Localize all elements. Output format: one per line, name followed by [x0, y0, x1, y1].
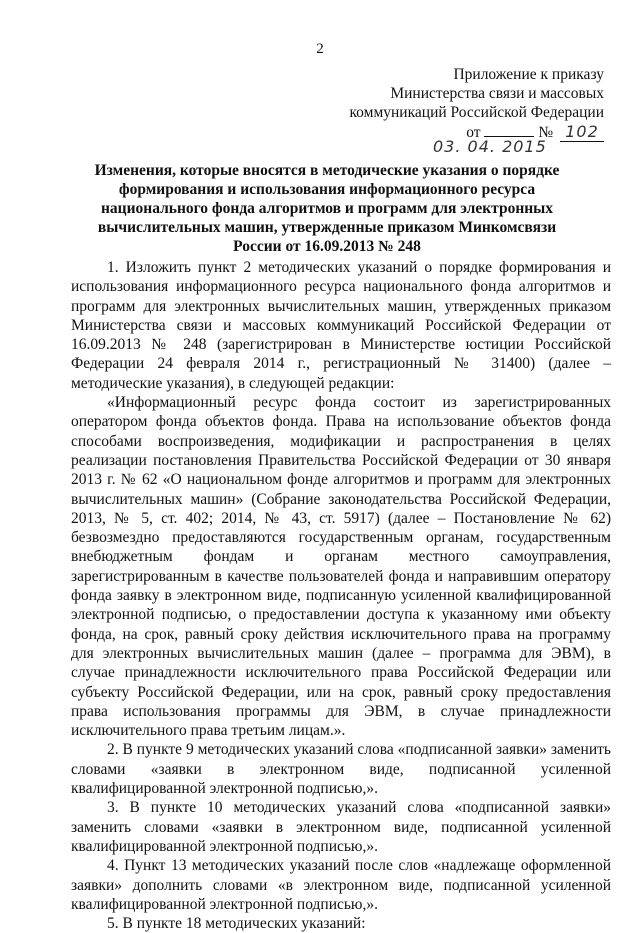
paragraph-4: 4. Пункт 13 методических указаний после слов «надлежаще оформленной заявки» дополнить словами «в электронном виде, подписанной усиленной квалифицированной электронной подписью,». — [71, 857, 611, 913]
paragraph-1: 1. Изложить пункт 2 методических указаний о порядке формирования и использования информационного ресурса национального фонда алгоритмов и программ для электронных вычислительных машин, утвержденных приказом Министерства связи и массовых коммуникаций Российской Федерации от 16.09.2013 № 248 (зарегистрирован в Министерстве юстиции Российской Федерации 24 февраля 2014 г., регистрационный № 31400) (далее – методические указания), в следующей редакции: — [71, 259, 611, 392]
appendix-block — [349, 65, 604, 142]
from-label: от — [466, 124, 481, 141]
date-blank — [484, 123, 534, 137]
appendix-line-2: Министерства связи и массовых — [390, 85, 604, 102]
appendix-line-1: Приложение к приказу — [453, 66, 604, 83]
paragraph-2: 2. В пункте 9 методических указаний слова «подписанной заявки» заменить словами «заявки в электронном виде, подписанной усиленной квалифицированной электронной подписью,». — [71, 741, 611, 798]
paragraph-3: 3. В пункте 10 методических указаний слова «подписанной заявки» заменить словами «заявки в электронном виде, подписанной усиленной квалифицированной электронной подписью,». — [71, 799, 611, 855]
appendix-line-3: коммуникаций Российской Федерации — [349, 104, 604, 121]
handwritten-date: 03. 04. 2015 — [433, 137, 547, 156]
paragraph-1-quote: «Информационный ресурс фонда состоит из зарегистрированных оператором фонда объектов фонда. Права на использование объектов фонда способами воспроизведения, модификации и распространения в целях реализации постановления Правительства Российской Федерации от 30 января 2013 г. № 62 «О национальном фонде алгоритмов и программ для электронных вычислительных машин» (Собрание законодательства Российской Федерации, 2013, № 5, ст. 402; 2014, № 43, ст. 5917) (далее – Постановление № 62) безвозмездно предоставляются государственным органам, государственным внебюджетным фондам и органам местного самоуправления, зарегистрированным в качестве пользователей фонда и направившим оператору фонда заявку в электронном виде, подписанную усиленной квалифицированной электронной подписью, о предоставлении доступа к указанному ими объекту фонда, на срок, равный сроку действия исключительного права на программу для электронных вычислительных машин (далее – программа для ЭВМ), в случае принадлежности исключительного права Российской Федерации или субъекту Российской Федерации, или на срок, равный сроку предоставления права использования программы для ЭВМ, в случае принадлежности исключительного права третьим лицам.». — [71, 394, 611, 740]
number-label: № — [538, 124, 554, 141]
document-body — [71, 258, 611, 933]
paragraph-5: 5. В пункте 18 методических указаний: — [107, 915, 366, 933]
order-number: 102 — [560, 122, 604, 142]
document-heading: Изменения, которые вносятся в методические указания о порядке формирования и использования информационного ресурса национального фонда алгоритмов и программ для электронных вычислительных машин, утвержденные приказом Минкомсвязи России от 16.09.2013 № 248 — [94, 162, 560, 255]
page-number: 2 — [316, 41, 324, 57]
